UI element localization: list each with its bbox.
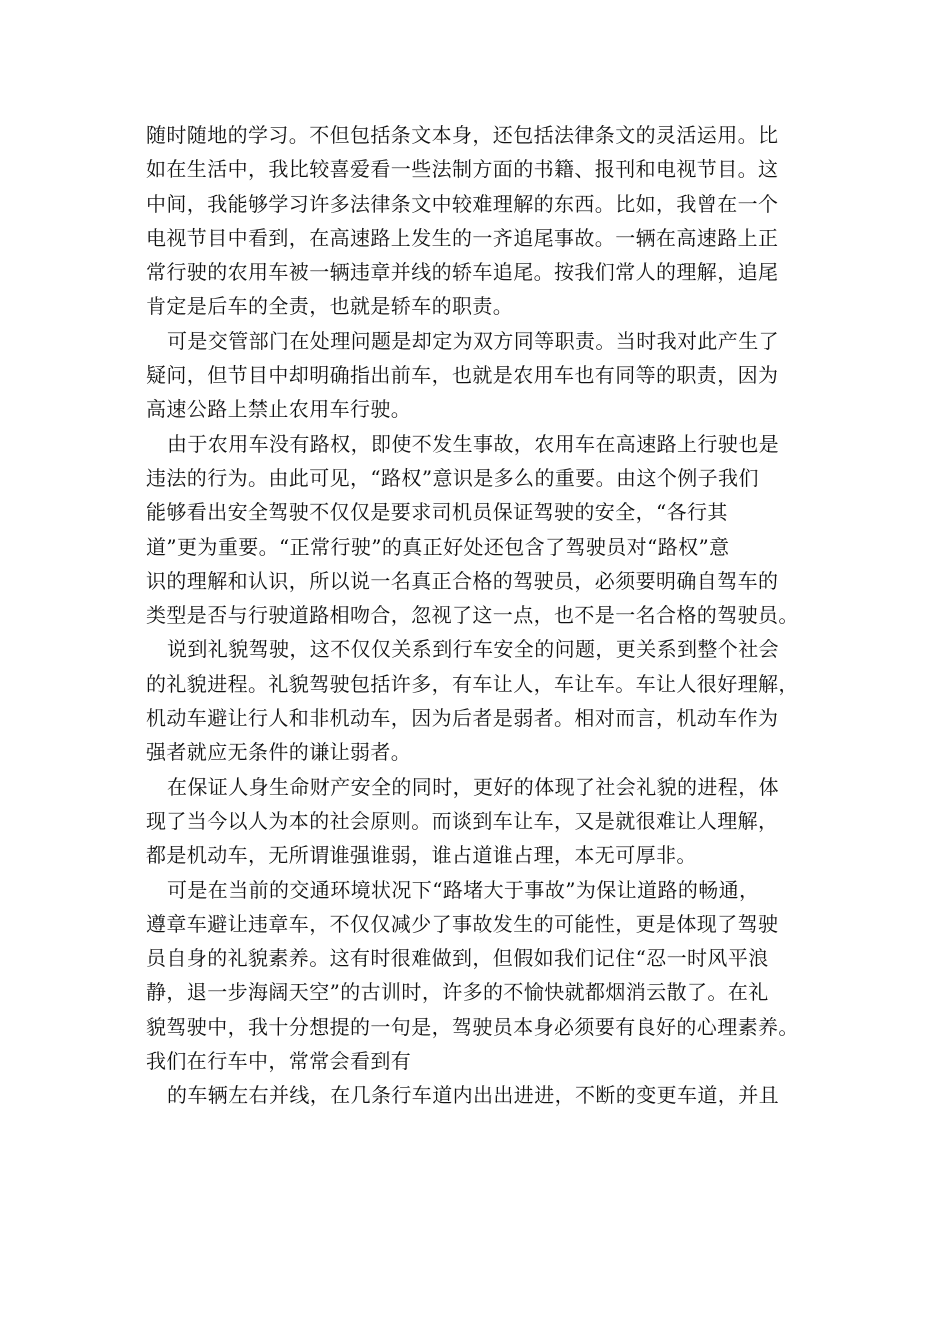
text-line: 貌驾驶中，我十分想提的一句是，驾驶员本身必须要有良好的心理素养。 [146, 1014, 799, 1039]
text-line: 电视节目中看到，在高速路上发生的一齐追尾事故。一辆在高速路上正 [146, 225, 779, 250]
text-line: 机动车避让行人和非机动车，因为后者是弱者。相对而言，机动车作为 [146, 706, 779, 731]
text-line: 说到礼貌驾驶，这不仅仅关系到行车安全的问题，更关系到整个社会 [167, 637, 779, 662]
text-line: 随时随地的学习。不但包括条文本身，还包括法律条文的灵活运用。比 [146, 123, 779, 147]
text-line: 识的理解和认识，所以说一名真正合格的驾驶员，必须要明确自驾车的 [146, 568, 779, 593]
text-line: 类型是否与行驶道路相吻合，忽视了这一点，也不是一名合格的驾驶员。 [146, 603, 799, 628]
text-line: 我们在行车中，常常会看到有 [146, 1049, 412, 1074]
text-line: 在保证人身生命财产安全的同时，更好的体现了社会礼貌的进程，体 [167, 774, 779, 799]
text-line: 肯定是后车的全责，也就是轿车的职责。 [146, 294, 514, 319]
text-line: 常行驶的农用车被一辆违章并线的轿车追尾。按我们常人的理解，追尾 [146, 260, 779, 285]
text-line: 的车辆左右并线，在几条行车道内出出进进，不断的变更车道，并且 [167, 1083, 779, 1108]
text-line: 中间，我能够学习许多法律条文中较难理解的东西。比如，我曾在一个 [146, 191, 779, 216]
text-line: 现了当今以人为本的社会原则。而谈到车让车，又是就很难让人理解， [146, 808, 779, 833]
text-line: 的礼貌进程。礼貌驾驶包括许多，有车让人，车让车。车让人很好理解， [146, 671, 799, 696]
text-line: 可是交管部门在处理问题是却定为双方同等职责。当时我对此产生了 [167, 328, 779, 353]
text-line: 静，退一步海阔天空”的古训时，许多的不愉快就都烟消云散了。在礼 [146, 980, 769, 1005]
text-line: 遵章车避让违章车，不仅仅减少了事故发生的可能性，更是体现了驾驶 [146, 911, 779, 936]
text-line: 强者就应无条件的谦让弱者。 [146, 740, 412, 765]
text-line: 都是机动车，无所谓谁强谁弱，谁占道谁占理，本无可厚非。 [146, 843, 697, 868]
text-line: 员自身的礼貌素养。这有时很难做到，但假如我们记住“忍一时风平浪 [146, 946, 769, 971]
text-line: 高速公路上禁止农用车行驶。 [146, 397, 412, 422]
text-line: 如在生活中，我比较喜爱看一些法制方面的书籍、报刊和电视节目。这 [146, 157, 779, 182]
text-line: 道”更为重要。“正常行驶”的真正好处还包含了驾驶员对“路权”意 [146, 534, 730, 559]
text-line: 疑问，但节目中却明确指出前车，也就是农用车也有同等的职责，因为 [146, 363, 779, 388]
text-line: 可是在当前的交通环境状况下“路堵大于事故”为保让道路的畅通， [167, 877, 760, 902]
text-line: 由于农用车没有路权，即使不发生事故，农用车在高速路上行驶也是 [167, 431, 779, 456]
text-line: 能够看出安全驾驶不仅仅是要求司机员保证驾驶的安全，“各行其 [146, 500, 728, 525]
text-line: 违法的行为。由此可见，“路权”意识是多么的重要。由这个例子我们 [146, 465, 759, 490]
document-body [146, 118, 806, 1113]
